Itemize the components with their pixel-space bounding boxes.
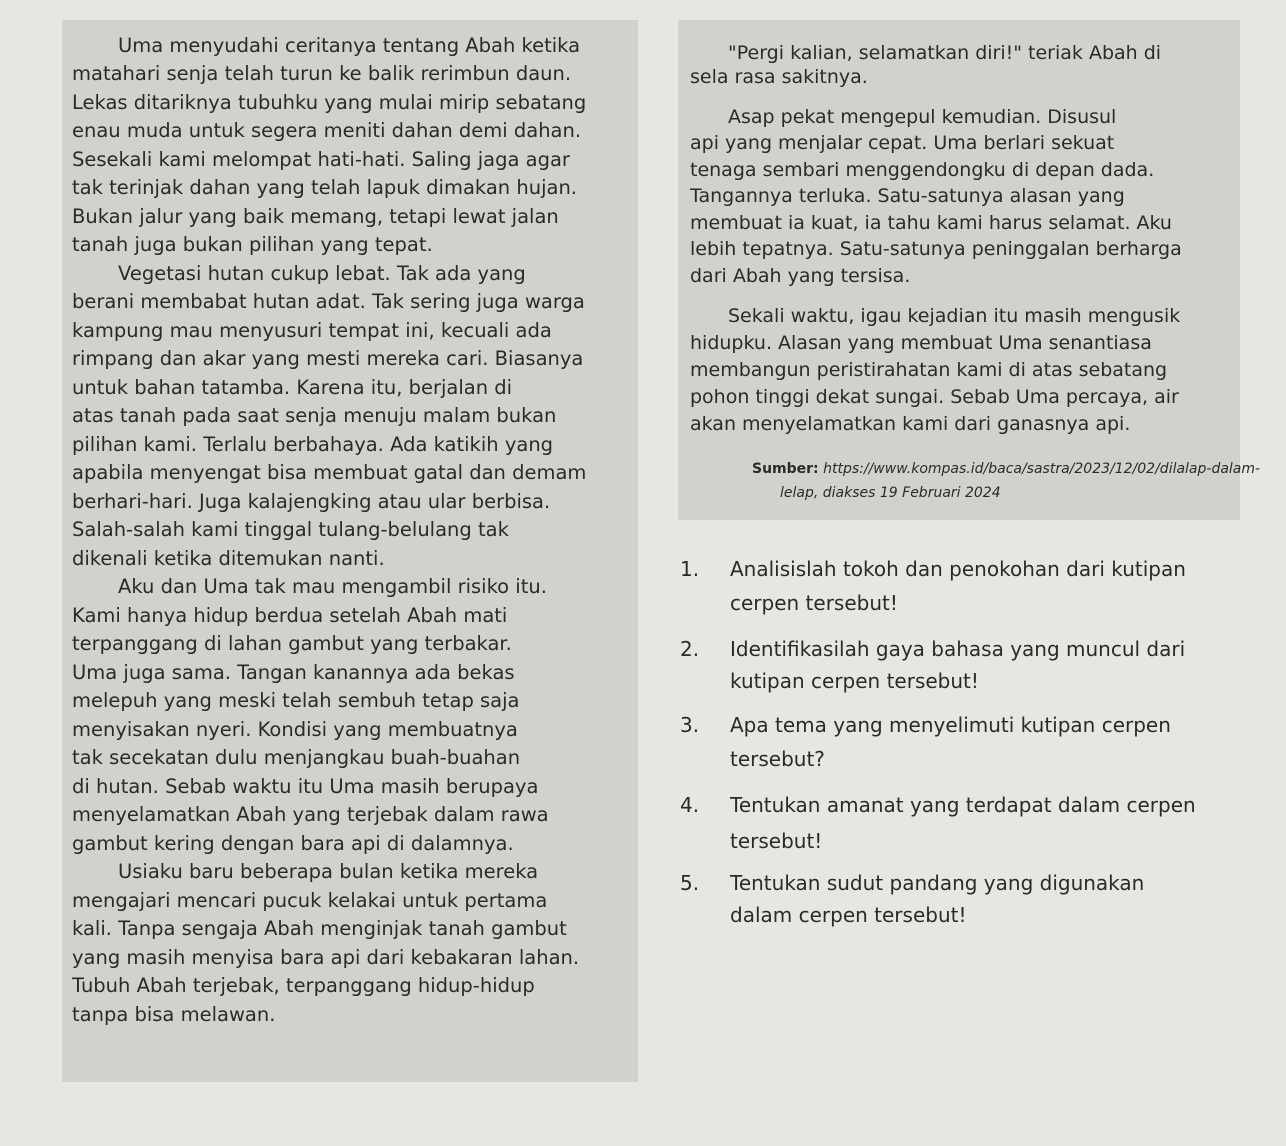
- story-line: "Pergi kalian, selamatkan diri!" teriak Abah di: [728, 42, 1162, 64]
- story-line: berhari-hari. Juga kalajengking atau ular berbisa.: [72, 490, 551, 513]
- story-line: terpanggang di lahan gambut yang terbakar.: [72, 632, 512, 655]
- question-text: kutipan cerpen tersebut!: [730, 669, 979, 693]
- question-text: Analisislah tokoh dan penokohan dari kutipan: [730, 557, 1186, 581]
- question-number: 4.: [680, 793, 700, 817]
- question-text: Apa tema yang menyelimuti kutipan cerpen: [730, 713, 1171, 737]
- story-line: Sekali waktu, igau kejadian itu masih mengusik: [728, 305, 1181, 327]
- story-line: kampung mau menyusuri tempat ini, kecuali ada: [72, 319, 552, 342]
- story-line: enau muda untuk segera meniti dahan demi dahan.: [72, 119, 582, 142]
- story-line: api yang menjalar cepat. Uma berlari sekuat: [690, 132, 1115, 154]
- story-line: rimpang dan akar yang mesti mereka cari. Biasanya: [72, 347, 584, 370]
- story-line: Kami hanya hidup berdua setelah Abah mati: [72, 604, 508, 627]
- story-line: melepuh yang meski telah sembuh tetap saja: [72, 689, 520, 712]
- story-line: akan menyelamatkan kami dari ganasnya api.: [690, 413, 1131, 435]
- story-line: membuat ia kuat, ia tahu kami harus selamat. Aku: [690, 212, 1172, 234]
- story-line: mengajari mencari pucuk kelakai untuk pertama: [72, 889, 548, 912]
- story-line: Uma juga sama. Tangan kanannya ada bekas: [72, 661, 515, 684]
- story-line: hidupku. Alasan yang membuat Uma senantiasa: [690, 332, 1152, 354]
- question-number: 2.: [680, 637, 700, 661]
- story-line: untuk bahan tatamba. Karena itu, berjalan di: [72, 376, 513, 399]
- story-line: membangun peristirahatan kami di atas sebatang: [690, 359, 1168, 381]
- story-line: Tubuh Abah terjebak, terpanggang hidup-hidup: [72, 974, 535, 997]
- source-citation-date: lelap, diakses 19 Februari 2024: [780, 485, 1001, 501]
- story-line: Lekas ditariknya tubuhku yang mulai mirip sebatang: [72, 91, 587, 114]
- story-line: Tangannya terluka. Satu-satunya alasan yang: [690, 185, 1125, 207]
- story-line: apabila menyengat bisa membuat gatal dan demam: [72, 461, 587, 484]
- story-line: Vegetasi hutan cukup lebat. Tak ada yang: [118, 262, 526, 285]
- story-line: Aku dan Uma tak mau mengambil risiko itu.: [118, 575, 547, 598]
- story-line: Salah-salah kami tinggal tulang-belulang tak: [72, 518, 509, 541]
- question-number: 3.: [680, 713, 700, 737]
- story-line: tanah juga bukan pilihan yang tepat.: [72, 233, 433, 256]
- story-line: gambut kering dengan bara api di dalamnya.: [72, 832, 514, 855]
- question-text: Tentukan sudut pandang yang digunakan: [730, 871, 1145, 895]
- story-line: Uma menyudahi ceritanya tentang Abah ketika: [118, 34, 581, 57]
- story-line: Usiaku baru beberapa bulan ketika mereka: [118, 860, 539, 883]
- source-citation: [752, 456, 1260, 482]
- story-line: yang masih menyisa bara api dari kebakaran lahan.: [72, 946, 580, 969]
- source-url: https://www.kompas.id/baca/sastra/2023/12/02/dilalap-dalam-: [823, 461, 1261, 477]
- story-line: Bukan jalur yang baik memang, tetapi lewat jalan: [72, 205, 559, 228]
- story-line: di hutan. Sebab waktu itu Uma masih berupaya: [72, 775, 539, 798]
- story-line: pilihan kami. Terlalu berbahaya. Ada katikih yang: [72, 433, 554, 456]
- story-line: dikenali ketika ditemukan nanti.: [72, 547, 385, 570]
- source-label: Sumber:: [752, 461, 819, 477]
- question-number: 5.: [680, 871, 700, 895]
- story-line: sela rasa sakitnya.: [690, 66, 868, 88]
- story-line: menyisakan nyeri. Kondisi yang membuatnya: [72, 718, 518, 741]
- story-line: menyelamatkan Abah yang terjebak dalam rawa: [72, 803, 549, 826]
- story-line: dari Abah yang tersisa.: [690, 265, 911, 287]
- story-line: kali. Tanpa sengaja Abah menginjak tanah gambut: [72, 917, 567, 940]
- story-line: tanpa bisa melawan.: [72, 1003, 276, 1026]
- question-text: Tentukan amanat yang terdapat dalam cerpen: [730, 793, 1196, 817]
- question-text: Identifikasilah gaya bahasa yang muncul dari: [730, 637, 1186, 661]
- story-line: atas tanah pada saat senja menuju malam bukan: [72, 404, 557, 427]
- story-line: berani membabat hutan adat. Tak sering juga warga: [72, 290, 585, 313]
- story-line: pohon tinggi dekat sungai. Sebab Uma percaya, air: [690, 386, 1179, 408]
- question-text: cerpen tersebut!: [730, 591, 898, 615]
- story-line: tak terinjak dahan yang telah lapuk dimakan hujan.: [72, 176, 578, 199]
- question-number: 1.: [680, 557, 700, 581]
- question-text: tersebut?: [730, 747, 825, 771]
- story-line: lebih tepatnya. Satu-satunya peninggalan berharga: [690, 238, 1182, 260]
- question-text: tersebut!: [730, 829, 823, 853]
- story-line: Asap pekat mengepul kemudian. Disusul: [728, 106, 1117, 128]
- story-line: Sesekali kami melompat hati-hati. Saling jaga agar: [72, 148, 570, 171]
- story-line: tak secekatan dulu menjangkau buah-buahan: [72, 746, 521, 769]
- story-line: matahari senja telah turun ke balik rerimbun daun.: [72, 62, 572, 85]
- story-line: tenaga sembari menggendongku di depan dada.: [690, 159, 1155, 181]
- question-text: dalam cerpen tersebut!: [730, 903, 967, 927]
